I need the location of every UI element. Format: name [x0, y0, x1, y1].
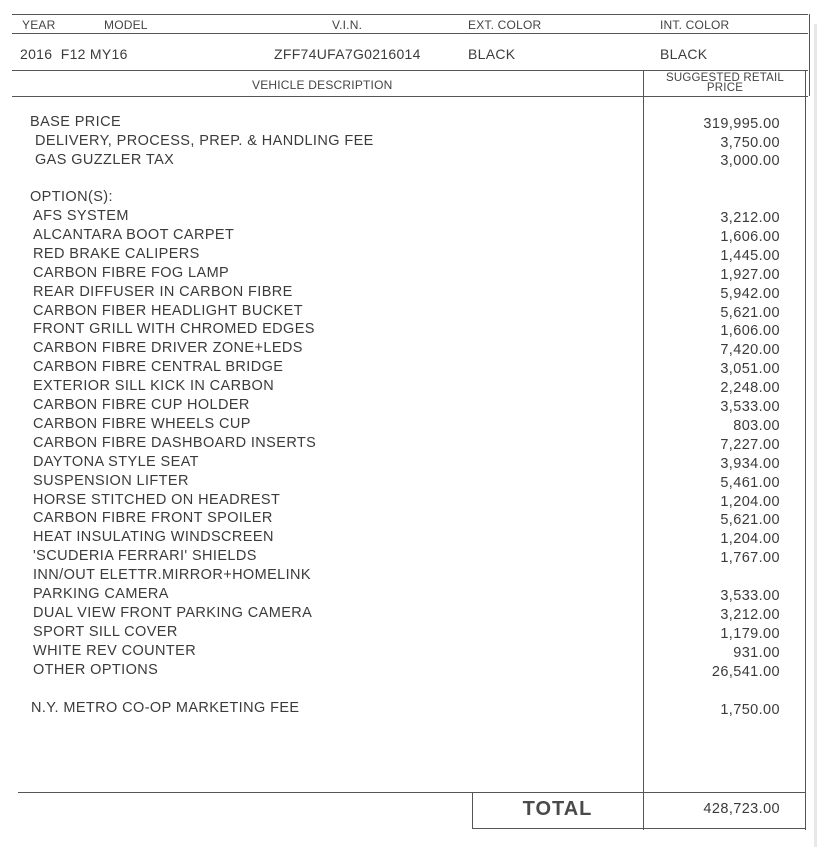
option-price: 3,051.00 — [720, 361, 780, 378]
option-price: 1,179.00 — [720, 625, 780, 642]
option-label: PARKING CAMERA — [33, 586, 169, 602]
marketing-fee-label: N.Y. METRO CO-OP MARKETING FEE — [31, 700, 300, 716]
vehicle-description-header: VEHICLE DESCRIPTION — [252, 78, 393, 92]
total-value: 428,723.00 — [703, 801, 780, 817]
year-label: YEAR — [22, 18, 56, 32]
gas-guzzler-value: 3,000.00 — [720, 153, 780, 169]
header-value-divider — [12, 70, 808, 71]
option-price: 3,533.00 — [720, 399, 780, 415]
option-label: CARBON FIBRE CENTRAL BRIDGE — [33, 359, 284, 376]
int-color-label: INT. COLOR — [660, 18, 730, 32]
option-label: SUSPENSION LIFTER — [33, 472, 189, 489]
option-label: CARBON FIBRE FRONT SPOILER — [33, 510, 273, 527]
option-price: 1,204.00 — [720, 493, 780, 510]
page-edge-shadow — [814, 24, 817, 847]
option-label: CARBON FIBRE FOG LAMP — [33, 264, 230, 281]
option-price: 2,248.00 — [720, 380, 780, 397]
header-label-divider — [12, 33, 808, 34]
option-price: 5,461.00 — [720, 474, 780, 491]
delivery-fee-label: DELIVERY, PROCESS, PREP. & HANDLING FEE — [35, 133, 374, 149]
option-label: CARBON FIBER HEADLIGHT BUCKET — [33, 302, 303, 319]
delivery-fee-value: 3,750.00 — [720, 135, 780, 151]
option-label: CARBON FIBRE CUP HOLDER — [33, 397, 250, 413]
option-price: 1,445.00 — [720, 247, 780, 264]
option-label: SPORT SILL COVER — [33, 623, 178, 640]
option-label: REAR DIFFUSER IN CARBON FIBRE — [33, 283, 293, 300]
option-price: 7,420.00 — [720, 342, 780, 359]
ext-color-value: BLACK — [468, 46, 516, 62]
option-price: 1,767.00 — [720, 550, 780, 567]
option-label: CARBON FIBRE WHEELS CUP — [33, 415, 251, 432]
vin-value: ZFF74UFA7G0216014 — [274, 46, 421, 62]
option-price: 3,212.00 — [720, 210, 780, 226]
option-price: 3,934.00 — [720, 455, 780, 472]
option-label: EXTERIOR SILL KICK IN CARBON — [33, 378, 275, 395]
header-right-border — [809, 14, 810, 96]
option-price: 1,606.00 — [720, 323, 780, 340]
option-price: 1,927.00 — [720, 266, 780, 283]
option-label: DUAL VIEW FRONT PARKING CAMERA — [33, 604, 313, 621]
option-price: 3,212.00 — [720, 606, 780, 623]
option-label: 'SCUDERIA FERRARI' SHIELDS — [33, 548, 257, 565]
price-header-line2: PRICE — [706, 82, 744, 94]
option-price: 7,227.00 — [720, 436, 780, 453]
options-heading: OPTION(S): — [30, 189, 113, 205]
option-label: DAYTONA STYLE SEAT — [33, 453, 199, 470]
int-color-value: BLACK — [660, 46, 708, 62]
price-header-line1: SUGGESTED RETAIL — [665, 72, 784, 84]
option-label: FRONT GRILL WITH CHROMED EDGES — [33, 321, 315, 338]
option-price: 931.00 — [733, 644, 780, 661]
option-label: OTHER OPTIONS — [33, 661, 159, 678]
marketing-fee-value: 1,750.00 — [720, 702, 780, 718]
option-label: HEAT INSULATING WINDSCREEN — [33, 529, 274, 546]
option-price: 5,621.00 — [720, 304, 780, 321]
option-label: AFS SYSTEM — [33, 208, 129, 224]
gas-guzzler-label: GAS GUZZLER TAX — [35, 152, 175, 168]
option-label: WHITE REV COUNTER — [33, 642, 197, 659]
base-price-value: 319,995.00 — [703, 116, 780, 132]
total-label: TOTAL — [522, 798, 593, 820]
option-label: HORSE STITCHED ON HEADREST — [33, 491, 281, 508]
year-model-value: 2016 F12 MY16 — [20, 46, 128, 62]
option-price: 1,606.00 — [720, 228, 780, 245]
column-header-divider — [12, 96, 808, 97]
base-price-label: BASE PRICE — [30, 114, 122, 130]
option-price: 3,533.00 — [720, 588, 780, 604]
model-label: MODEL — [104, 18, 148, 32]
option-label: INN/OUT ELETTR.MIRROR+HOMELINK — [33, 567, 311, 584]
option-price: 5,942.00 — [720, 285, 780, 302]
option-price: 1,204.00 — [720, 531, 780, 548]
top-border-line — [12, 14, 808, 15]
option-label: ALCANTARA BOOT CARPET — [33, 226, 235, 243]
option-price: 26,541.00 — [711, 663, 780, 680]
price-column-right-border — [805, 70, 806, 830]
option-label: CARBON FIBRE DASHBOARD INSERTS — [33, 434, 317, 451]
price-column-left-border — [643, 70, 644, 830]
vin-label: V.I.N. — [332, 18, 363, 32]
ext-color-label: EXT. COLOR — [468, 18, 542, 32]
option-label: CARBON FIBRE DRIVER ZONE+LEDS — [33, 340, 303, 357]
option-label: RED BRAKE CALIPERS — [33, 245, 200, 262]
suggested-retail-price-header — [646, 73, 804, 93]
option-price: 803.00 — [733, 417, 780, 434]
option-price: 5,621.00 — [720, 512, 780, 529]
